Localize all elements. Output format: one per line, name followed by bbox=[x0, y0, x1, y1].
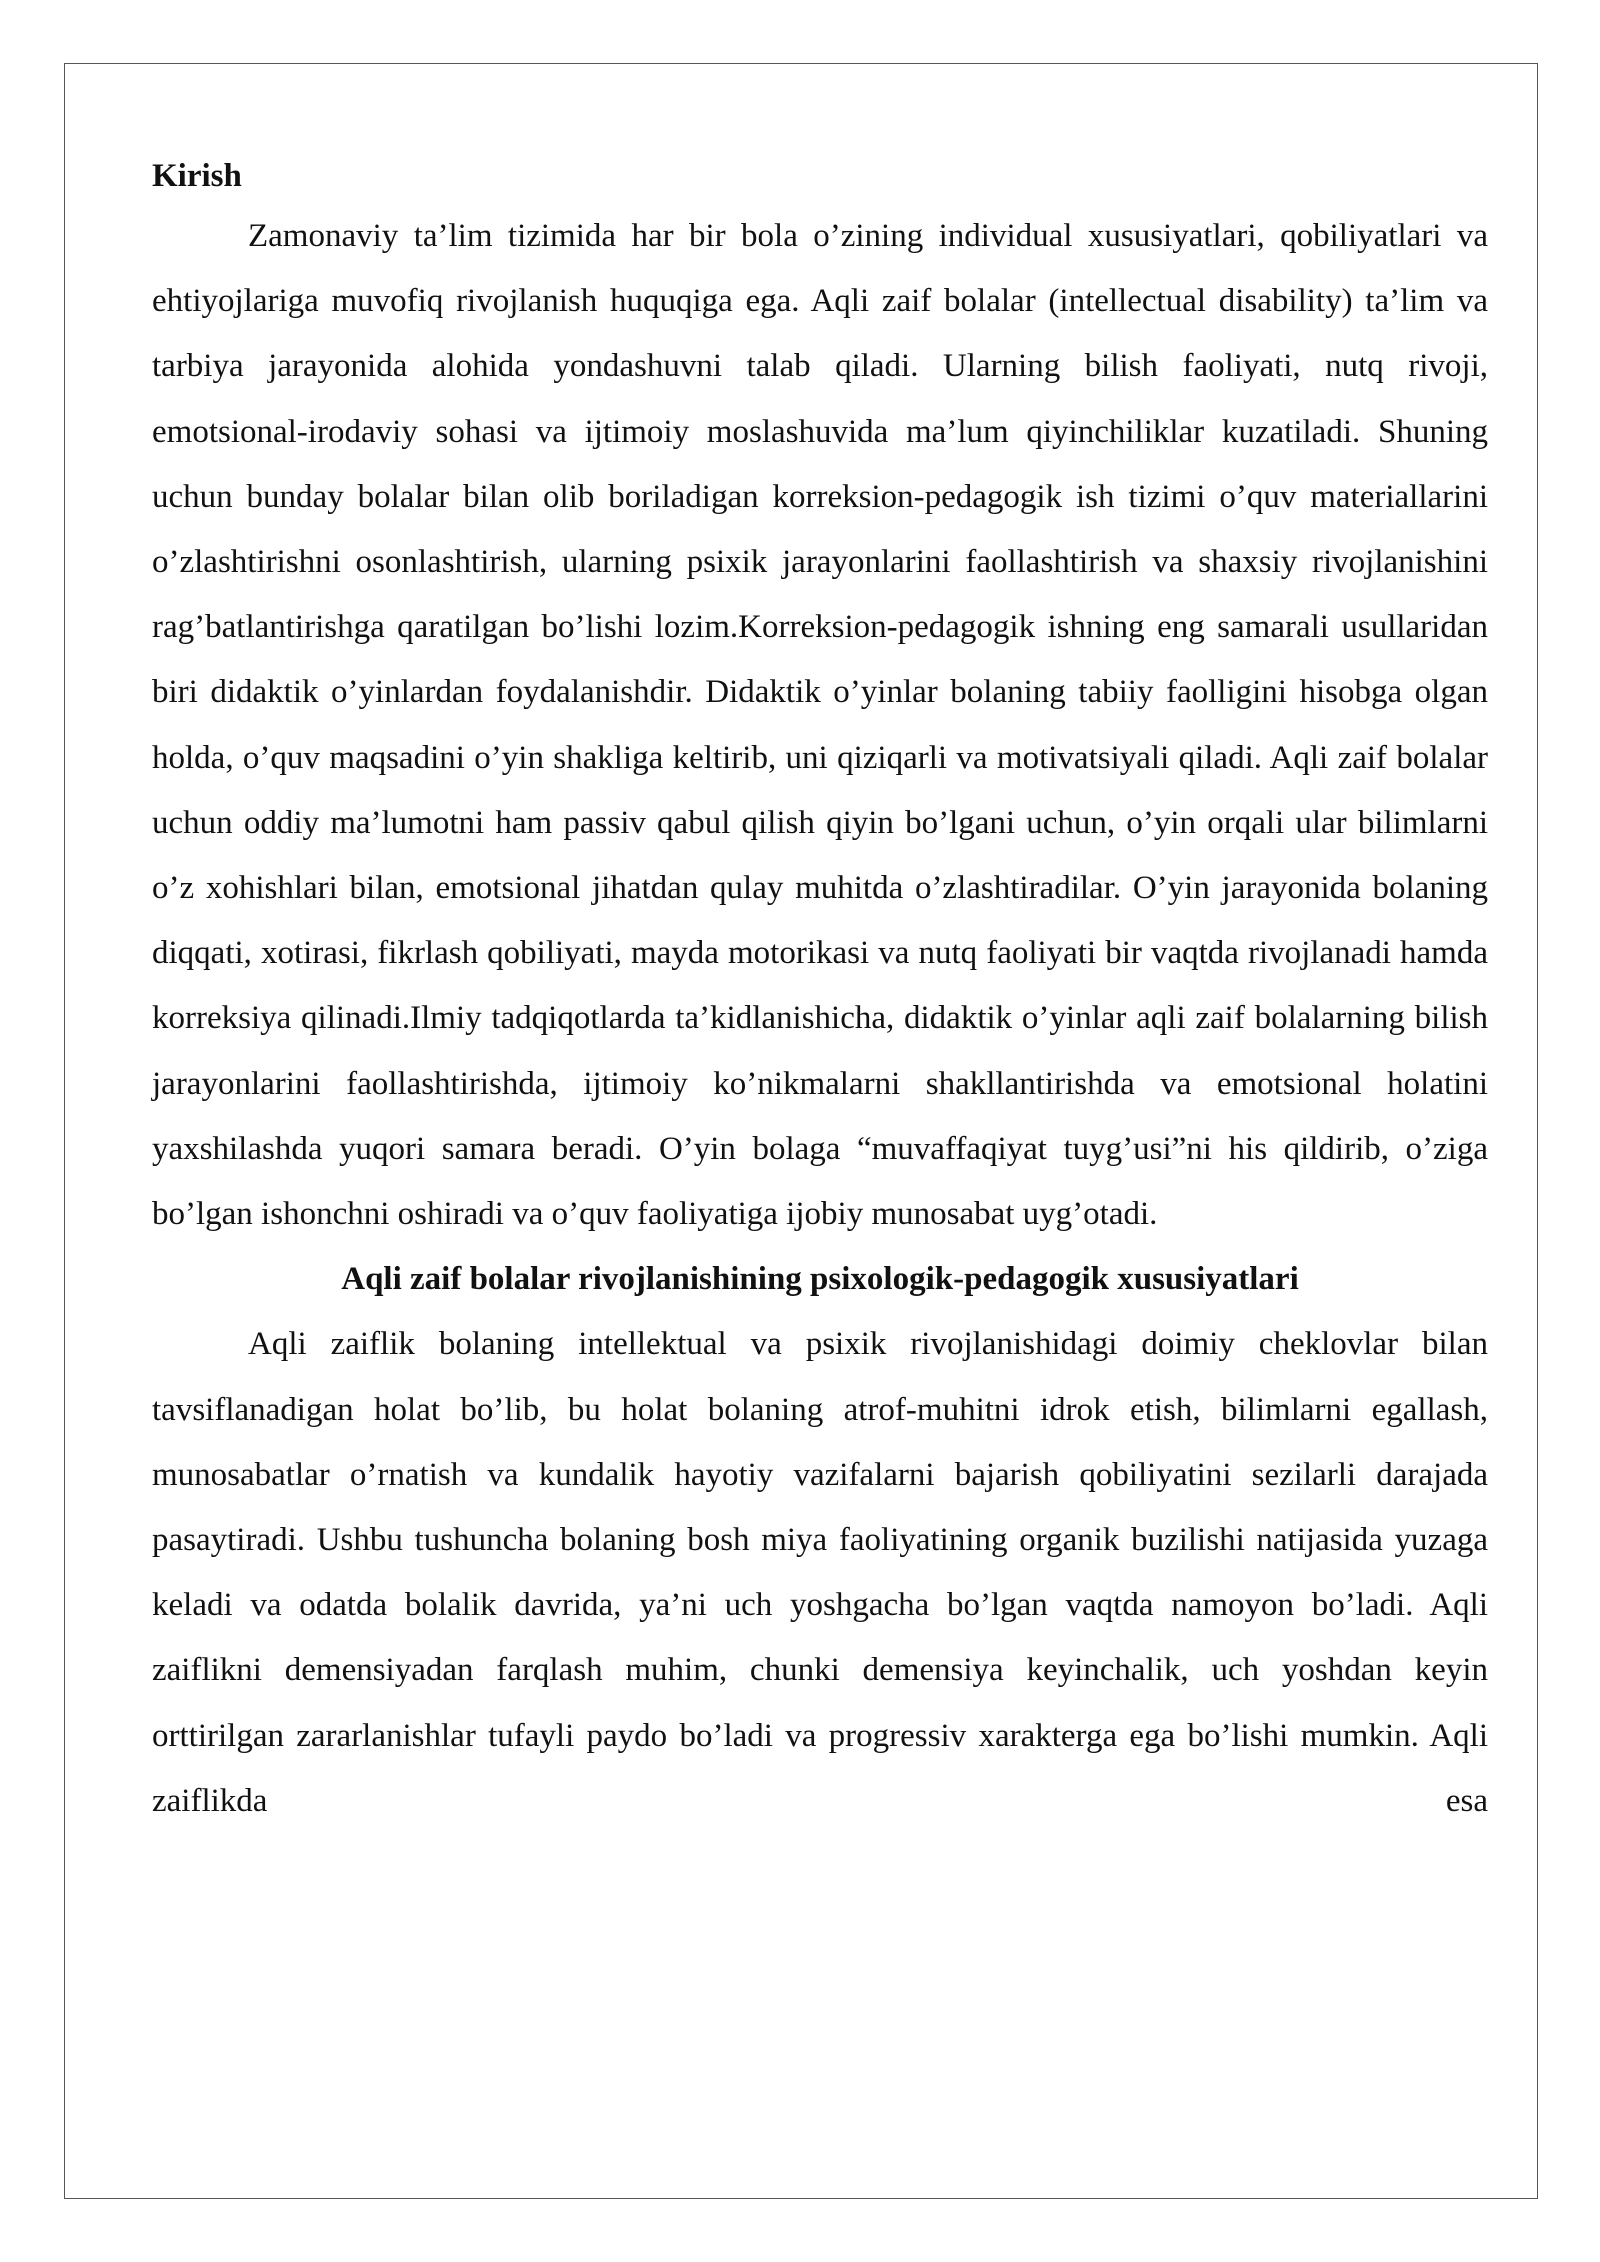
intro-paragraph: Zamonaviy ta’lim tizimida har bir bola o’zining individual xususiyatlari, qobiliyatlari va ehtiyojlariga muvofiq rivojlanish huquqiga ega. Aqli zaif bolalar (intellectual disability) ta’lim va tarbiya jarayonida alohida yondashuvni talab qiladi. Ularning bilish faoliyati, nutq rivoji, emotsional-irodaviy sohasi va ijtimoiy moslashuvida ma’lum qiyinchiliklar kuzatiladi. Shuning uchun bunday bolalar bilan olib boriladigan korreksion-pedagogik ish tizimi o’quv materiallarini o’zlashtirishni osonlashtirish, ularning psixik jarayonlarini faollashtirish va shaxsiy rivojlanishini rag’batlantirishga qaratilgan bo’lishi lozim.Korreksion-pedagogik ishning eng samarali usullaridan biri didaktik o’yinlardan foydalanishdir. Didaktik o’yinlar bolaning tabiiy faolligini hisobga olgan holda, o’quv maqsadini o’yin shakliga keltirib, uni qiziqarli va motivatsiyali qiladi. Aqli zaif bolalar uchun oddiy ma’lumotni ham passiv qabul qilish qiyin bo’lgani uchun, o’yin orqali ular bilimlarni o’z xohishlari bilan, emotsional jihatdan qulay muhitda o’zlashtiradilar. O’yin jarayonida bolaning diqqati, xotirasi, fikrlash qobiliyati, mayda motorikasi va nutq faoliyati bir vaqtda rivojlanadi hamda korreksiya qilinadi.Ilmiy tadqiqotlarda ta’kidlanishicha, didaktik o’yinlar aqli zaif bolalarning bilish jarayonlarini faollashtirishda, ijtimoiy ko’nikmalarni shakllantirishda va emotsional holatini yaxshilashda yuqori samara beradi. O’yin bolaga “muvaffaqiyat tuyg’usi”ni his qildirib, o’ziga bo’lgan ishonchni oshiradi va o’quv faoliyatiga ijobiy munosabat uyg’otadi. bbox=[152, 218, 1488, 1233]
intro-heading: Kirish bbox=[152, 158, 242, 194]
document-body bbox=[152, 148, 1488, 1834]
section-heading: Aqli zaif bolalar rivojlanishining psixologik-pedagogik xususiyatlari bbox=[341, 1261, 1299, 1298]
section-paragraph: Aqli zaiflik bolaning intellektual va psixik rivojlanishidagi doimiy cheklovlar bilan tavsiflanadigan holat bo’lib, bu holat bolaning atrof-muhitni idrok etish, bilimlarni egallash, munosabatlar o’rnatish va kundalik hayotiy vazifalarni bajarish qobiliyatini sezilarli darajada pasaytiradi. Ushbu tushuncha bolaning bosh miya faoliyatining organik buzilishi natijasida yuzaga keladi va odatda bolalik davrida, ya’ni uch yoshgacha bo’lgan vaqtda namoyon bo’ladi. Aqli zaiflikni demensiyadan farqlash muhim, chunki demensiya keyinchalik, uch yoshdan keyin orttirilgan zararlanishlar tufayli paydo bo’ladi va progressiv xarakterga ega bo’lishi mumkin. Aqli zaiflikda esa bbox=[152, 1326, 1488, 1819]
